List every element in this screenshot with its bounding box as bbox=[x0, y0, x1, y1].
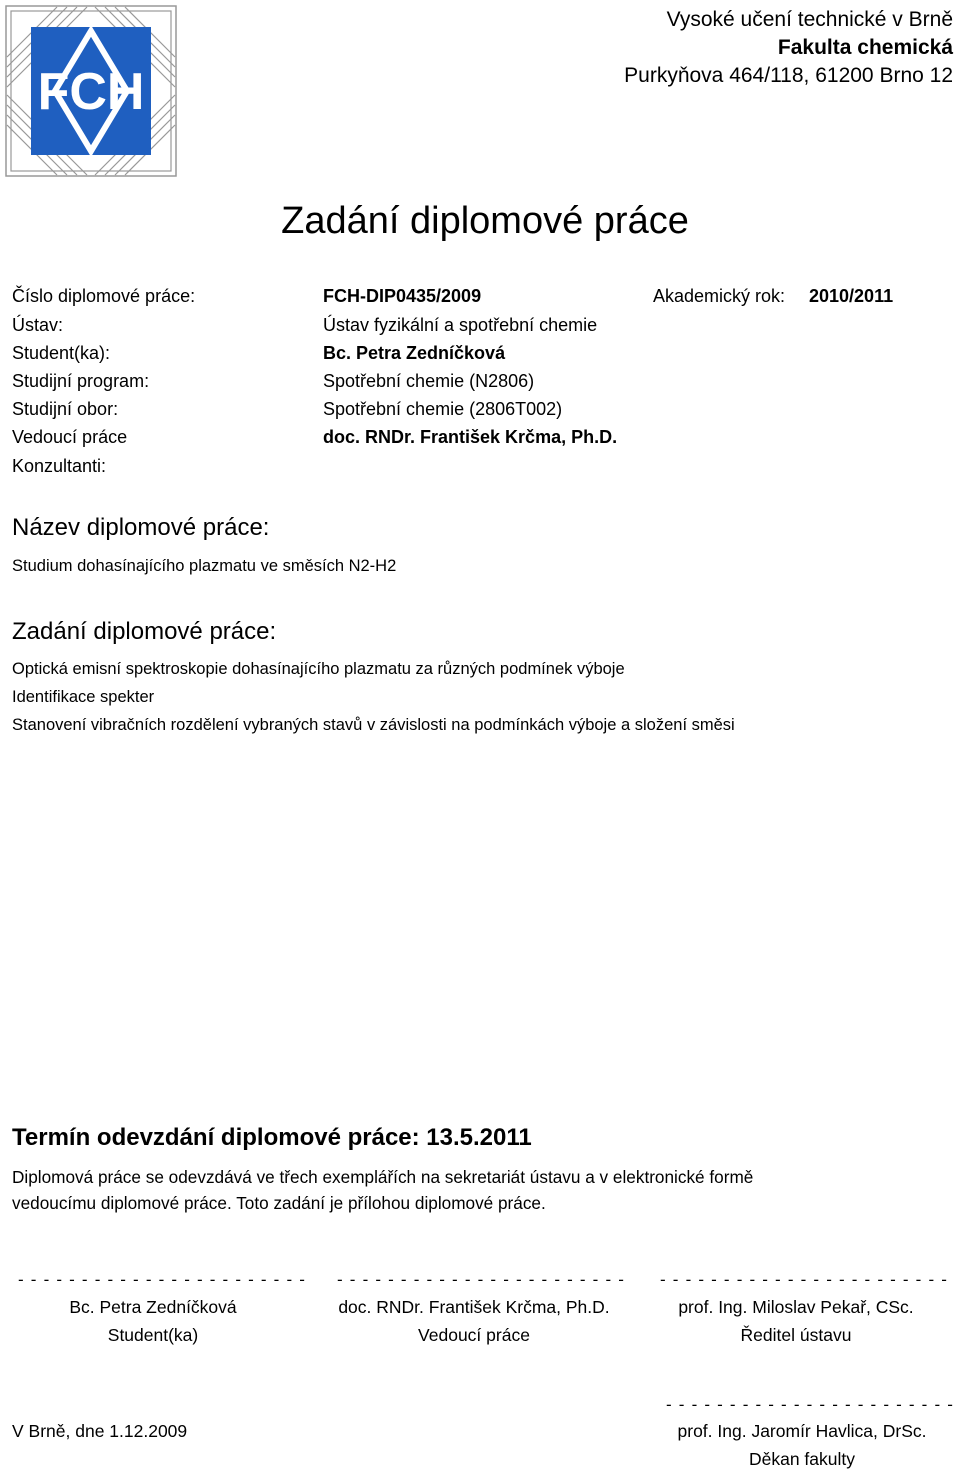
supervisor-signature-role: Vedoucí práce bbox=[418, 1325, 530, 1345]
thesis-number-value: FCH-DIP0435/2009 bbox=[323, 286, 482, 306]
signature-line-dean: - - - - - - - - - - - - - - - - - - - - - - - bbox=[666, 1395, 955, 1414]
head-signature-name: prof. Ing. Miloslav Pekař, CSc. bbox=[678, 1297, 914, 1317]
page-title: Zadání diplomové práce bbox=[281, 200, 689, 242]
signature-line-student: - - - - - - - - - - - - - - - - - - - - - - - bbox=[18, 1270, 307, 1289]
institute-value: Ústav fyzikální a spotřební chemie bbox=[323, 315, 598, 335]
signature-line-supervisor: - - - - - - - - - - - - - - - - - - - - - - - bbox=[337, 1270, 626, 1289]
assignment-item: Identifikace spekter bbox=[12, 688, 155, 706]
assignment-heading: Zadání diplomové práce: bbox=[12, 618, 277, 645]
thesis-name-text: Studium dohasínajícího plazmatu ve směsích N2-H2 bbox=[12, 557, 397, 575]
student-signature-role: Student(ka) bbox=[107, 1325, 199, 1345]
submission-deadline: Termín odevzdání diplomové práce: 13.5.2011 bbox=[12, 1124, 532, 1151]
assignment-item: Optická emisní spektroskopie dohasínajícího plazmatu za různých podmínek výboje bbox=[12, 660, 625, 678]
academic-year-value: 2010/2011 bbox=[809, 286, 894, 306]
student-value: Bc. Petra Zedníčková bbox=[323, 343, 506, 363]
supervisor-label: Vedoucí práce bbox=[12, 427, 128, 447]
institute-label: Ústav: bbox=[12, 315, 64, 335]
thesis-number-label: Číslo diplomové práce: bbox=[12, 286, 196, 306]
student-signature-name: Bc. Petra Zedníčková bbox=[69, 1297, 237, 1317]
submission-note-line2: vedoucímu diplomové práce. Toto zadání je přílohou diplomové práce. bbox=[12, 1193, 546, 1213]
signature-line-head: - - - - - - - - - - - - - - - - - - - - - - - bbox=[660, 1270, 949, 1289]
program-label: Studijní program: bbox=[12, 371, 150, 391]
head-signature-role: Ředitel ústavu bbox=[740, 1325, 852, 1345]
dean-signature-role: Děkan fakulty bbox=[748, 1449, 856, 1469]
consultants-label: Konzultanti: bbox=[12, 456, 107, 476]
submission-note-line1: Diplomová práce se odevzdává ve třech exemplářích na sekretariát ústavu a v elektronické formě bbox=[12, 1167, 754, 1187]
faculty-address: Purkyňova 464/118, 61200 Brno 12 bbox=[624, 64, 953, 87]
place-date: V Brně, dne 1.12.2009 bbox=[12, 1421, 188, 1441]
supervisor-signature-name: doc. RNDr. František Krčma, Ph.D. bbox=[338, 1297, 610, 1317]
faculty-name: Fakulta chemická bbox=[777, 36, 953, 59]
thesis-name-heading: Název diplomové práce: bbox=[12, 514, 270, 541]
field-label: Studijní obor: bbox=[12, 399, 119, 419]
dean-signature-name: prof. Ing. Jaromír Havlica, DrSc. bbox=[677, 1421, 927, 1441]
faculty-logo bbox=[5, 5, 177, 177]
program-value: Spotřební chemie (N2806) bbox=[323, 371, 535, 391]
academic-year-label: Akademický rok: bbox=[653, 286, 786, 306]
university-name: Vysoké učení technické v Brně bbox=[666, 8, 953, 31]
svg-text:FCH: FCH bbox=[37, 63, 145, 121]
assignment-item: Stanovení vibračních rozdělení vybraných stavů v závislosti na podmínkách výboje a složení směsi bbox=[12, 716, 735, 734]
supervisor-value: doc. RNDr. František Krčma, Ph.D. bbox=[323, 427, 618, 447]
field-value: Spotřební chemie (2806T002) bbox=[323, 399, 563, 419]
student-label: Student(ka): bbox=[12, 343, 111, 363]
